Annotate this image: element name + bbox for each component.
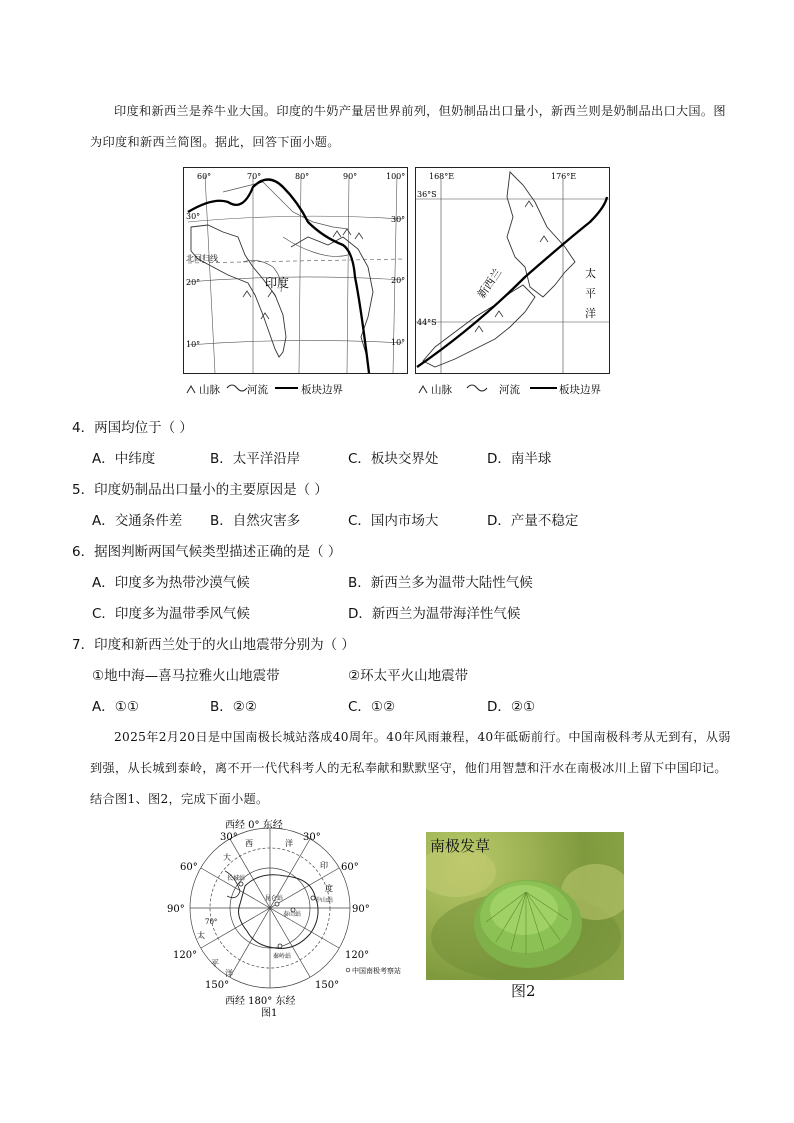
fig1-left-90: 90° — [167, 904, 185, 915]
q4-option-d[interactable]: D．南半球 — [487, 451, 552, 467]
ocean-char-1: 太 — [585, 267, 596, 280]
ocean-word-5: 度 — [325, 884, 333, 893]
fig1-left-30: 30° — [220, 832, 238, 843]
fig1-top-label: 西经 0° 东经 — [225, 820, 283, 831]
ocean-word-4: 印 — [320, 861, 328, 870]
nz-legend-boundary: 板块边界 — [559, 384, 601, 396]
fig2-title: 南极发草 — [430, 837, 491, 855]
q4-option-a[interactable]: A．中纬度 — [92, 451, 156, 467]
ocean-word-3: 洋 — [285, 839, 293, 848]
fig1-left-60: 60° — [180, 862, 198, 873]
india-lat-10-right: 10° — [391, 338, 406, 347]
figure-2-photo — [426, 832, 624, 980]
q7-option-a[interactable]: A．①① — [92, 699, 139, 715]
figure-1-polar-map — [165, 816, 415, 1022]
q7-option-c[interactable]: C．①② — [348, 699, 396, 715]
fig1-lat-70: 70° — [205, 918, 218, 926]
nz-legend-river: 河流 — [499, 384, 520, 396]
india-lon-60: 60° — [197, 172, 212, 181]
fig1-right-60: 60° — [341, 862, 359, 873]
q6-option-b[interactable]: B．新西兰多为温带大陆性气候 — [348, 575, 533, 591]
india-lat-30-left: 30° — [186, 212, 201, 221]
q7-item-1: ①地中海—喜马拉雅火山地震带 — [92, 668, 280, 684]
ocean-word-8: 洋 — [225, 969, 233, 978]
nz-legend-mountain: 山脉 — [431, 384, 452, 396]
nz-lat-44: 44°S — [417, 318, 437, 327]
question-7: 7．印度和新西兰处于的火山地震带分别为（ ） — [72, 637, 355, 653]
nz-lon-176: 176°E — [551, 172, 577, 181]
fig1-left-150: 150° — [205, 980, 230, 991]
q7-option-b[interactable]: B．②② — [210, 699, 257, 715]
india-label: 印度 — [265, 276, 290, 290]
fig1-right-90: 90° — [352, 904, 370, 915]
q4-option-b[interactable]: B．太平洋沿岸 — [210, 451, 301, 467]
nz-map — [415, 167, 615, 400]
q5-option-a[interactable]: A．交通条件差 — [92, 513, 183, 529]
ocean-word-1: 大 — [223, 853, 231, 862]
q7-item-2: ②环太平火山地震带 — [348, 668, 469, 684]
ocean-word-7: 平 — [211, 959, 219, 968]
india-lat-20-left: 20° — [186, 278, 201, 287]
india-lat-10-left: 10° — [186, 340, 201, 349]
q5-option-c[interactable]: C．国内市场大 — [348, 513, 439, 529]
india-lon-100: 100° — [386, 172, 406, 181]
intro-paragraph-2: 2025年2月20日是中国南极长城站落成40周年。40年风雨兼程，40年砥砺前行。中国南极科考从无到有，从弱到强，从长城到泰岭，离不开一代代科考人的无私奉献和默默坚守，他们用智慧和汗水在南极冰川上留下中国印记。结合图1、图2，完成下面小题。 — [90, 730, 731, 806]
india-lon-90: 90° — [343, 172, 358, 181]
india-lon-80: 80° — [295, 172, 310, 181]
india-lat-30-right: 30° — [391, 215, 406, 224]
fig1-legend: 中国南极考察站 — [352, 967, 401, 975]
fig1-bottom-label: 西经 180° 东经 — [225, 996, 296, 1007]
tropic-label: 北回归线 — [186, 254, 218, 263]
q6-option-a[interactable]: A．印度多为热带沙漠气候 — [92, 575, 250, 591]
q6-option-c[interactable]: C．印度多为温带季风气候 — [92, 606, 250, 622]
question-4: 4．两国均位于（ ） — [72, 420, 193, 436]
q5-option-d[interactable]: D．产量不稳定 — [487, 513, 579, 529]
fig1-right-120: 120° — [345, 950, 370, 961]
nz-lat-36: 36°S — [417, 190, 437, 199]
fig1-left-120: 120° — [173, 950, 198, 961]
nz-lon-168: 168°E — [429, 172, 455, 181]
fig1-right-150: 150° — [315, 980, 340, 991]
station-zhongshan: 中山站 — [315, 897, 334, 904]
station-kunlun: 昆仑站 — [265, 895, 284, 902]
ocean-word-6: 太 — [197, 931, 205, 940]
fig1-right-30: 30° — [303, 832, 321, 843]
india-legend-mountain: 山脉 — [199, 384, 220, 396]
station-taishan: 泰山站 — [283, 911, 302, 918]
station-qinling: 秦岭站 — [273, 953, 292, 960]
q6-option-d[interactable]: D．新西兰为温带海洋性气候 — [348, 606, 521, 622]
fig2-caption: 图2 — [511, 982, 536, 1000]
q4-option-c[interactable]: C．板块交界处 — [348, 451, 439, 467]
station-changcheng: 长城站 — [227, 875, 246, 882]
ocean-char-3: 洋 — [585, 307, 596, 320]
fig1-caption: 图1 — [261, 1008, 278, 1019]
ocean-char-2: 平 — [585, 287, 596, 300]
india-lat-20-right: 20° — [391, 276, 406, 285]
india-map — [183, 167, 408, 400]
india-legend-boundary: 板块边界 — [301, 384, 343, 396]
q5-option-b[interactable]: B．自然灾害多 — [210, 513, 301, 529]
q7-option-d[interactable]: D．②① — [487, 699, 536, 715]
question-6: 6．据图判断两国气候类型描述正确的是（ ） — [72, 544, 342, 560]
nz-label: 新西兰 — [474, 266, 505, 301]
question-5: 5．印度奶制品出口量小的主要原因是（ ） — [72, 482, 328, 498]
intro-paragraph-1: 印度和新西兰是养牛业大国。印度的牛奶产量居世界前列，但奶制品出口量小，新西兰则是奶制品出口大国。图为印度和新西兰简图。据此，回答下面小题。 — [90, 104, 726, 149]
india-legend-river: 河流 — [247, 384, 268, 396]
ocean-word-2: 西 — [245, 839, 253, 848]
india-lon-70: 70° — [247, 172, 262, 181]
